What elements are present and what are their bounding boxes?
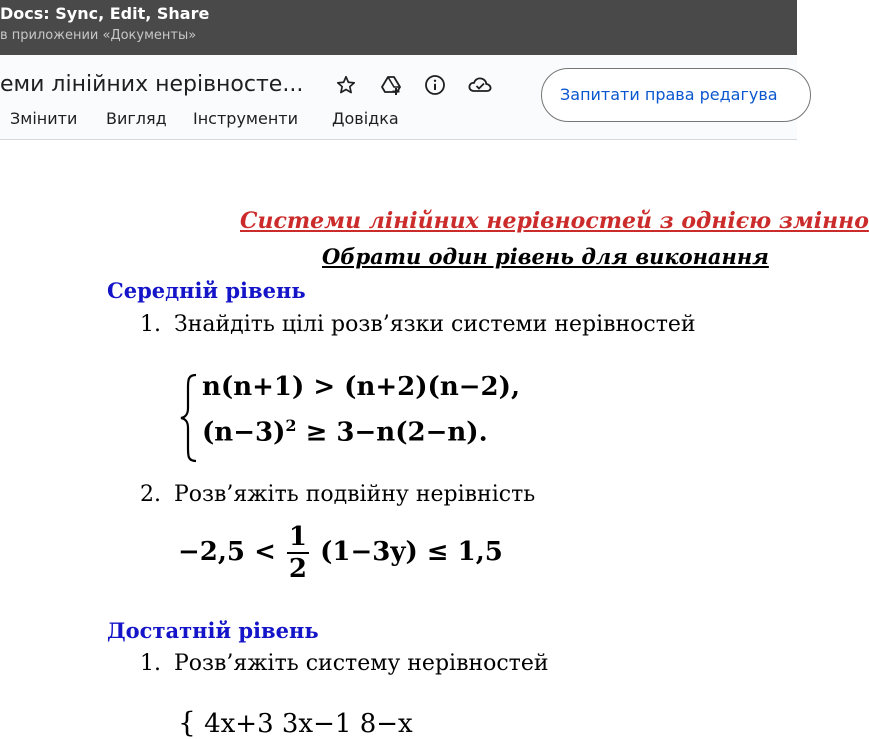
partial-expression: 4x+3 3x−1 8−x bbox=[204, 709, 413, 739]
fraction-denominator: 2 bbox=[288, 554, 308, 584]
inequality-system-2-partial: { 4x+3 3x−1 8−x bbox=[178, 706, 413, 739]
document-heading: Системи лінійних нерівностей з однією змінно bbox=[240, 208, 869, 234]
fraction-numerator: 1 bbox=[288, 522, 308, 552]
move-to-drive-icon[interactable] bbox=[377, 71, 405, 99]
menu-edit[interactable]: Змінити bbox=[10, 109, 78, 128]
task-text: Розв’яжіть систему нерівностей bbox=[174, 651, 549, 676]
document-subheading: Обрати один рівень для виконання bbox=[322, 244, 769, 269]
task-number: 2. bbox=[140, 482, 161, 507]
task-item bbox=[140, 651, 549, 676]
app-promo-banner[interactable] bbox=[0, 0, 797, 55]
star-icon[interactable] bbox=[332, 71, 360, 99]
system-line-2: $(n-3)^2 \ge 3-n(2-n)$. bbox=[202, 416, 488, 448]
task-text: Розв’яжіть подвійну нерівність bbox=[174, 482, 536, 507]
double-inequality bbox=[178, 522, 503, 584]
task-item bbox=[140, 312, 696, 337]
inequality-left: −2,5 < bbox=[178, 537, 276, 567]
system-line-1: n(n+1) > (n+2)(n−2), bbox=[202, 372, 520, 402]
banner-subtitle: в приложении «Документы» bbox=[0, 28, 197, 43]
menu-help[interactable]: Довідка bbox=[332, 109, 399, 128]
task-item bbox=[140, 482, 535, 507]
fraction bbox=[287, 522, 309, 584]
task-number: 1. bbox=[140, 312, 161, 337]
level-heading-sufficient: Достатній рівень bbox=[107, 618, 319, 643]
docs-header bbox=[0, 55, 797, 140]
menu-tools[interactable]: Інструменти bbox=[193, 109, 299, 128]
document-title[interactable]: еми лінійних нерівносте... bbox=[0, 72, 304, 97]
curly-brace bbox=[178, 372, 200, 464]
task-text: Знайдіть цілі розв’язки системи нерівностей bbox=[174, 312, 696, 337]
request-edit-access-button[interactable]: Запитати права редагува bbox=[541, 68, 811, 122]
menu-view[interactable]: Вигляд bbox=[106, 109, 167, 128]
level-heading-medium: Середній рівень bbox=[107, 278, 306, 303]
info-icon[interactable] bbox=[421, 71, 449, 99]
document-page[interactable] bbox=[0, 140, 869, 739]
inequality-right: (1−3y) ≤ 1,5 bbox=[320, 537, 503, 567]
cloud-status-icon[interactable] bbox=[466, 71, 494, 99]
task-number: 1. bbox=[140, 651, 161, 676]
banner-title: Docs: Sync, Edit, Share bbox=[0, 4, 210, 23]
